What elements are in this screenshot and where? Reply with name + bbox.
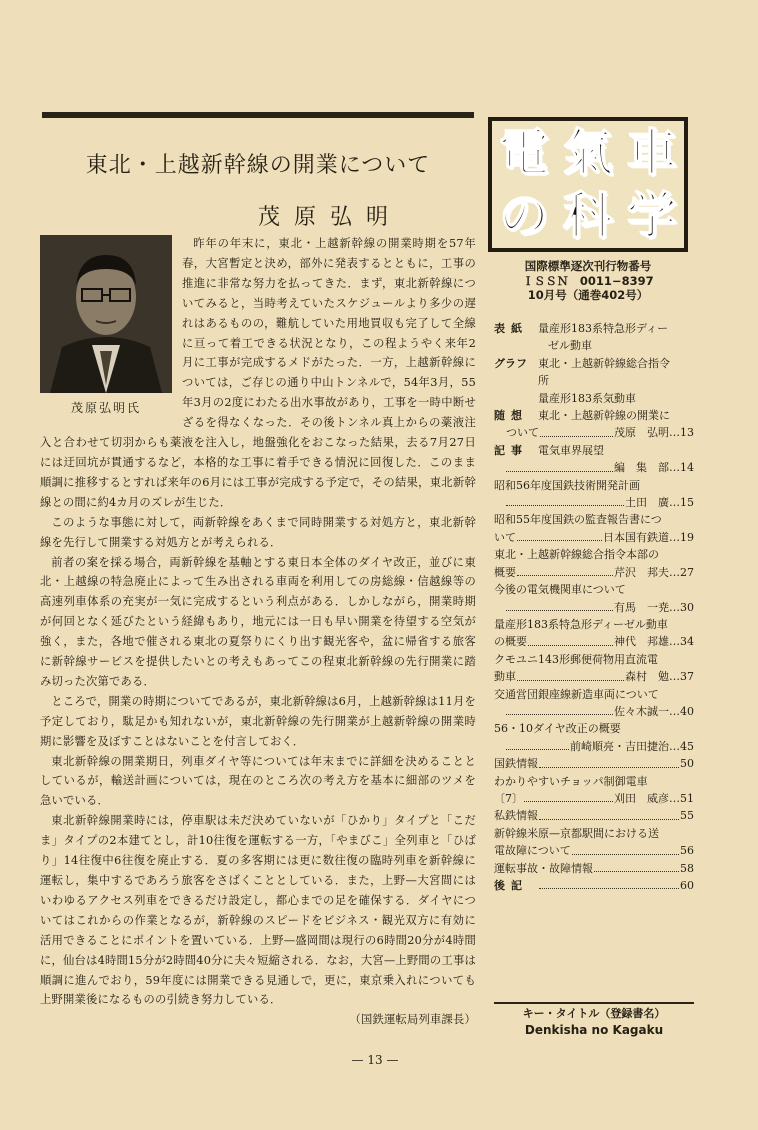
toc-entry-graph[interactable]: [494, 355, 694, 407]
logo-char: 電: [499, 122, 549, 182]
toc-title-cont: ついて: [506, 426, 539, 440]
toc-line: [494, 703, 694, 720]
page-number: — 13 —: [351, 1053, 399, 1067]
toc-category: 記事: [494, 443, 528, 457]
toc-line: [494, 738, 694, 755]
leader-dots: [539, 807, 679, 819]
toc-author-page: 森村 勉…37: [625, 670, 694, 684]
toc-title: 量産形183系特急形ディー: [538, 322, 669, 335]
toc-title-cont: 所: [538, 374, 549, 388]
article-body: [40, 234, 476, 1030]
photo-caption: 茂原弘明氏: [70, 401, 141, 415]
leader-dots: [506, 703, 613, 715]
toc-author-page: 編 集 部…14: [614, 461, 694, 475]
toc-title: 東北・上越新幹線の開業に: [538, 409, 670, 423]
paragraph: このような事態に対して，両新幹線をあくまで同時開業する対処方と，東北新幹線を先行して開業する対処方とが考えられる．: [40, 515, 476, 549]
toc-title-cont: 〔7〕: [494, 791, 523, 805]
toc-entry-e2[interactable]: 昭和55年度国鉄の監査報告書につ: [494, 513, 662, 527]
toc-line: [494, 459, 694, 476]
logo-char: 科: [563, 186, 613, 246]
toc-title-cont: の概要: [494, 635, 527, 649]
toc-author-page: 日本国有鉄道…19: [603, 530, 694, 544]
leader-dots: [539, 877, 679, 889]
toc-page: 60: [680, 879, 694, 892]
toc-entry-e4[interactable]: 今後の電気機関車について: [494, 583, 626, 597]
toc-title-cont: いて: [494, 530, 516, 544]
leader-dots: [524, 790, 613, 802]
logo-char: 氣: [563, 122, 613, 182]
toc-entry-postscript[interactable]: [494, 877, 694, 894]
toc-category: 表紙: [494, 322, 528, 335]
toc-title: 国鉄情報: [494, 757, 538, 771]
paragraph: 東北新幹線開業時には，停車駅は未だ決めていないが「ひかり」タイプと「こだま」タイプの2本建てとし，計10往復を運転する一方，「やまびこ」全列車と「ひばり」14往復中6往復を廃止する．夏の多客期には更に数往復の臨時列車を新幹線に運転し，集中するであろう旅客をさばくこととしている．また，上野—大宮間にはいわゆるアクセス列車をできるだけ設定し，都心までの足を確保する．ダイヤについてはこれからの作業となるが，新幹線のスピードをビジネス・観光双方に有効に活用できることにポイントを置いている．上野—盛岡間は現行の6時間20分が4時間に，仙台は4時間15分が2時間40分に夫々短縮される．なお，大宮—上野間の工事は順調に進んでおり，59年度には開業できる見通しで，更に，東京乗入れについても上野開業後になるものの引続き努力している．: [40, 814, 476, 1007]
top-rule: [42, 112, 474, 118]
logo-char: 学: [627, 186, 677, 246]
leader-dots: [539, 755, 679, 767]
toc-line: [494, 599, 694, 616]
table-of-contents: [494, 320, 694, 894]
toc-entry-e7[interactable]: 交通営団銀座線新造車両について: [494, 687, 659, 701]
leader-dots: [528, 633, 613, 645]
toc-author-page: 有馬 一尭…30: [614, 600, 694, 614]
toc-title: 運転事故・故障情報: [494, 861, 593, 875]
toc-entry-e8[interactable]: 56・10ダイヤ改正の概要: [494, 722, 621, 736]
toc-title: 量産形183系気動車: [538, 391, 636, 405]
toc-category: 後記: [494, 879, 528, 892]
leader-dots: [594, 860, 679, 872]
paragraph: 昨年の年末に，東北・上越新幹線の開業時期を57年春，大宮暫定と決め，部外に発表するとともに，工事の推進に非常な努力を払ってきた．まず，東北新幹線についてみると，当時考えていたスケジュールより多少の遅れはあるものの，難航していた用地買収も完了して全線に亘って着工できる状況となり，この程ようやく来年2月に工事が完成するメドがたった．一方，上越新幹線については，ご存じの通り中山トンネルで，54年3月，55年3月の2度にわたる出水事故があり，工事を一時中断せざるを得なくなった．その後トンネル真上からの薬液注入と合わせて切羽からも薬液を注入し，地盤強化をおこなった結果，去る7月27日には迂回坑が貫通するなど，本格的な工事に着手できる情況に回復した．このまま順調に推移するとすれば来年の6月には工事が完成する予定で，その結果，東北新幹線との間に約4カ月のズレが生じた．: [40, 237, 476, 509]
toc-entry-e10[interactable]: わかりやすいチョッパ制御電車: [494, 774, 648, 788]
toc-line: [494, 494, 694, 511]
leader-dots: [540, 424, 613, 436]
toc-line: [494, 424, 694, 441]
toc-line: [494, 668, 694, 685]
logo-char: の: [499, 186, 549, 246]
leader-dots: [506, 738, 569, 750]
toc-title: 電気車界展望: [538, 443, 604, 457]
toc-category: 随想: [494, 409, 528, 423]
paragraph: 東北新幹線の開業期日，列車ダイヤ等については年末までに詳細を決めることとしているが，輸送計画については，現在のところ次の考え方を基本に細部のツメを急いでいる．: [40, 754, 476, 808]
toc-author-page: 刈田 威彦…51: [614, 791, 694, 805]
key-title-roman: Denkisha no Kagaku: [524, 1023, 664, 1037]
toc-title-cont: 電故障について: [494, 844, 571, 858]
toc-title: 私鉄情報: [494, 809, 538, 823]
toc-author-page: 神代 邦雄…34: [614, 635, 694, 649]
photo-spacer: [40, 234, 182, 416]
leader-dots: [572, 842, 679, 854]
magazine-logo: [488, 117, 688, 252]
toc-page: 50: [680, 757, 694, 771]
toc-line: [494, 564, 694, 581]
author-name: 茂原弘明: [257, 205, 402, 230]
logo-char: 車: [627, 122, 677, 182]
toc-author-page: 茂原 弘明…13: [614, 426, 694, 440]
toc-author-page: 佐々木誠一…40: [614, 704, 694, 718]
toc-entry-e9[interactable]: [494, 755, 694, 772]
leader-dots: [506, 494, 624, 506]
toc-page: 58: [680, 861, 694, 875]
toc-line: [494, 790, 694, 807]
toc-entry-e1[interactable]: 昭和56年度国鉄技術開発計画: [494, 478, 640, 492]
article-title: 東北・上越新幹線の開業について: [85, 153, 431, 178]
toc-entry-e13[interactable]: [494, 860, 694, 877]
toc-title-cont: 概要: [494, 565, 516, 579]
toc-author-page: 前崎順亮・吉田捷治…45: [570, 739, 694, 753]
toc-title-cont: 動車: [494, 670, 516, 684]
toc-page: 56: [680, 844, 694, 858]
paragraph: 前者の案を採る場合，両新幹線を基軸とする東日本全体のダイヤ改正，並びに東北・上越線の特急廃止によって生み出される車両を利用しての房総線・信越線等の高速列車体系の充実が一気に完成するという利点がある．しかしながら，開業時期が何回となく延びたという経緯もあり，地元には一日も早い開業を待望する空気が強く，また，各地で催される東北の夏祭りにくり出す観光客や，盆に帰省する旅客に新幹線サービスを提供したいとの考えもあってこの程東北新幹線の先行開業に踏み切った次第である．: [40, 555, 476, 688]
toc-bottom-rule: [494, 1002, 694, 1004]
toc-page: 55: [680, 809, 694, 823]
toc-entry-e12[interactable]: 新幹線米原—京都駅間における送: [494, 826, 659, 840]
key-title-label: キー・タイトル（登録書名）: [522, 1007, 666, 1020]
issn-label: 国際標準逐次刊行物番号: [524, 259, 652, 273]
issn-block: [488, 259, 688, 303]
leader-dots: [506, 459, 613, 471]
leader-dots: [517, 564, 613, 576]
toc-title-cont: ゼル動車: [548, 339, 592, 353]
toc-line: [494, 842, 694, 859]
toc-category: グラフ: [494, 356, 527, 370]
toc-title: 東北・上越新幹線総合指令: [538, 356, 670, 370]
toc-author-page: 土田 廣…15: [625, 496, 694, 510]
toc-line: [494, 633, 694, 650]
leader-dots: [506, 599, 613, 611]
toc-entry-essay[interactable]: [494, 407, 694, 424]
issue-number: 10月号（通巻402号）: [527, 288, 649, 302]
toc-entry-news[interactable]: [494, 442, 694, 459]
toc-entry-e3[interactable]: 東北・上越新幹線総合指令本部の: [494, 548, 659, 562]
leader-dots: [517, 529, 602, 541]
paragraph: ところで，開業の時期についてであるが，東北新幹線は6月，上越新幹線は11月を予定しており，駄足かも知れないが，東北新幹線の先行開業が上越新幹線の開業時期に影響を及ぼすことはないことを付言しておく．: [40, 694, 476, 748]
toc-entry-e5[interactable]: 量産形183系特急形ディーゼル動車: [494, 617, 668, 631]
toc-entry-e11[interactable]: [494, 807, 694, 824]
leader-dots: [517, 668, 624, 680]
author-affiliation: （国鉄運転局列車課長）: [349, 1013, 476, 1027]
toc-entry-cover[interactable]: [494, 320, 694, 355]
issn-number: ＩＳＳＮ 0011−8397: [522, 273, 654, 288]
toc-entry-e6[interactable]: クモユニ143形郵便荷物用直流電: [494, 652, 658, 666]
toc-line: [494, 529, 694, 546]
toc-author-page: 芹沢 邦夫…27: [614, 565, 694, 579]
